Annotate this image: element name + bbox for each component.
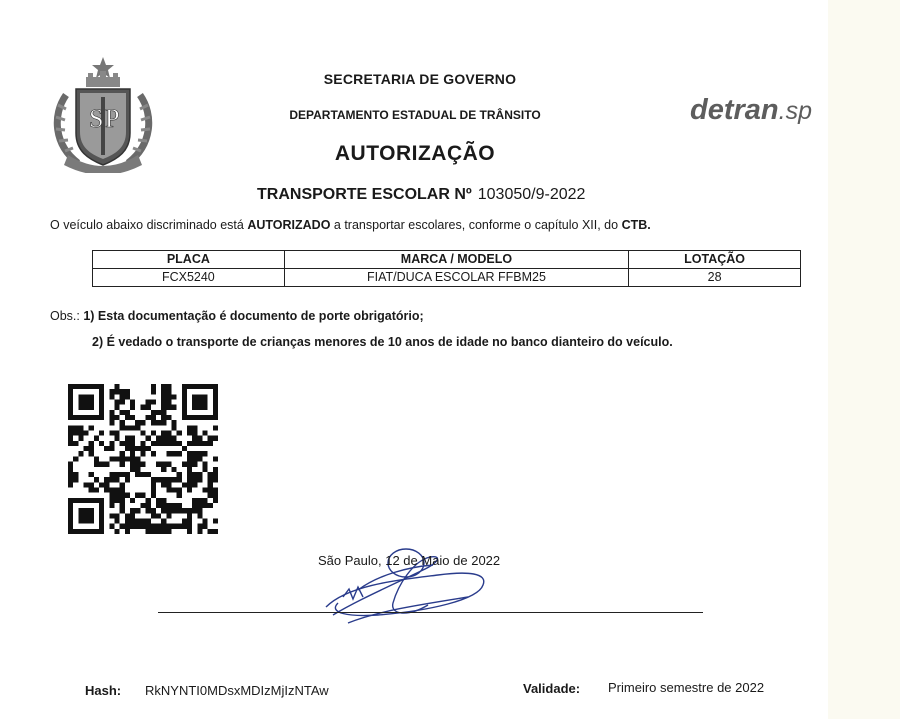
table-header-row <box>93 251 801 269</box>
detran-sp-logo <box>690 94 812 127</box>
authorization-number <box>257 186 585 204</box>
secretariat-heading: SECRETARIA DE GOVERNO <box>323 71 517 87</box>
table-row <box>93 269 801 287</box>
seal-letter-s: S <box>89 104 104 133</box>
make-model-value: FIAT/DUCA ESCOLAR FFBM25 <box>284 269 628 287</box>
place-and-date: São Paulo, 12 de Maio de 2022 <box>318 553 501 568</box>
hash-label: Hash: <box>85 683 122 698</box>
observation-prefix: Obs.: <box>50 309 84 323</box>
intro-authorized: AUTORIZADO <box>247 218 331 232</box>
department-heading: DEPARTAMENTO ESTADUAL DE TRÂNSITO <box>289 108 541 122</box>
capacity-value: 28 <box>629 269 801 287</box>
intro-part2: a transportar escolares, conforme o capítulo XII, do <box>330 218 622 232</box>
observation-1 <box>50 309 424 323</box>
intro-part1: O veículo abaixo discriminado está <box>50 218 248 232</box>
signature-line <box>158 612 703 613</box>
sao-paulo-coat-of-arms <box>48 55 158 173</box>
observation-1-text: 1) Esta documentação é documento de porte obrigatório; <box>83 309 424 323</box>
document-type-label: TRANSPORTE ESCOLAR Nº <box>257 186 472 203</box>
plate-value: FCX5240 <box>93 269 285 287</box>
observation-2-text: 2) É vedado o transporte de crianças menores de 10 anos de idade no banco dianteiro do veículo. <box>92 335 673 349</box>
plate-header: PLACA <box>93 251 285 269</box>
validity-label: Validade: <box>523 681 581 696</box>
intro-period: . <box>647 218 651 232</box>
scan-margin <box>828 0 900 719</box>
document-number: 103050/9-2022 <box>477 186 586 203</box>
capacity-header: LOTAÇÃO <box>629 251 801 269</box>
hash-value: RkNYNTI0MDsxMDIzMjIzNTAw <box>145 683 329 698</box>
logo-brand: detran <box>690 94 779 126</box>
intro-text <box>50 218 651 232</box>
document-title: AUTORIZAÇÃO <box>334 142 496 165</box>
vehicle-table <box>92 250 801 287</box>
observation-2 <box>92 335 673 349</box>
qr-code[interactable] <box>68 384 218 534</box>
logo-suffix: .sp <box>778 97 812 125</box>
intro-ctb: CTB <box>621 218 648 232</box>
seal-letter-p: P <box>105 104 120 133</box>
make-model-header: MARCA / MODELO <box>284 251 628 269</box>
validity-value: Primeiro semestre de 2022 <box>608 680 765 695</box>
